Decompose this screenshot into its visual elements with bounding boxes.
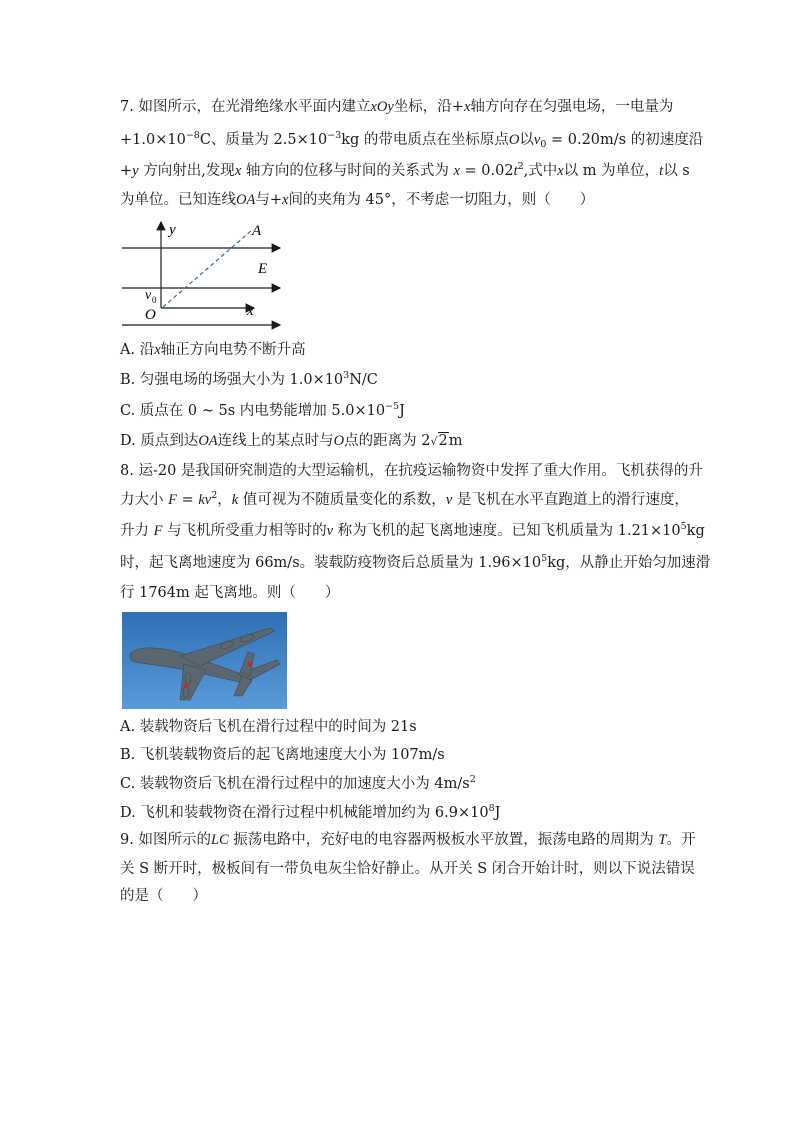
q7-line-4: 为单位。已知连线OA与+x间的夹角为 45°，不考虑一切阻力，则（ ） xyxy=(120,192,595,208)
q8-option-d[interactable]: D. 飞机和装载物资在滑行过程中机械能增加约为 $6.9\times 10^8J$ xyxy=(120,803,501,821)
oa-dashed-line xyxy=(163,230,252,307)
q9-line-2: 关 S 断开时，极板间有一带负电灰尘恰好静止。从开关 S 闭合开始计时，则以下说法错误 xyxy=(120,861,695,877)
y-axis-label: y xyxy=(169,222,176,238)
q7-line-2: $+1.0\times 10^{-8}C$、质量为 $2.5\times 10^{-3}kg$ 的带电质点在坐标原点O以$v_0 = 0.20m/s$ 的初速度沿 xyxy=(120,130,704,150)
point-a-label: A xyxy=(252,223,262,239)
q8-line-1: 8. 运-20 是我国研究制造的大型运输机，在抗疫运输物资中发挥了重大作用。飞机获得的升 xyxy=(120,463,703,479)
q8-option-a[interactable]: A. 装载物资后飞机在滑行过程中的时间为 21s xyxy=(120,719,417,735)
q8-line-5: 行 1764m 起飞离地。则（ ） xyxy=(120,585,340,601)
q8-line-4: 时，起飞离地速度为 66m/s。装载防疫物资后总质量为 $1.96\times 10^5kg$，从静止开始匀加速滑 xyxy=(120,553,711,571)
q7-line-3: +y 方向射出,发现x 轴方向的位移与时间的关系式为 $x = 0.02t^2$,式中x以 m 为单位，t以 s xyxy=(120,161,690,179)
q7-option-d[interactable]: D. 质点到达OA连线上的某点时与O点的距离为 2√2m xyxy=(120,433,463,449)
field-e-label: E xyxy=(258,261,268,277)
y20-aircraft-photo xyxy=(122,612,287,709)
q8-line-2: 力大小 $F = kv^2$，k 值可视为不随质量变化的系数，v 是飞机在水平直跑道上的滑行速度， xyxy=(120,490,689,508)
q7-field-diagram xyxy=(118,218,288,330)
red-star-insignia xyxy=(184,684,188,688)
v0-label: v xyxy=(145,288,152,303)
v0-subscript: 0 xyxy=(152,295,157,305)
q7-option-a[interactable]: A. 沿x轴正方向电势不断升高 xyxy=(120,342,306,358)
q7-option-b[interactable]: B. 匀强电场的场强大小为 $1.0\times 10^3N/C$ xyxy=(120,370,378,388)
red-star-insignia xyxy=(248,662,253,667)
q8-line-3: 升力 F 与飞机所受重力相等时的v 称为飞机的起飞离地速度。已知飞机质量为 $1.21\times 10^5kg$ xyxy=(120,521,705,539)
q9-line-1: 9. 如图所示的LC 振荡电路中，充好电的电容器两极板水平放置，振荡电路的周期为 T。开 xyxy=(120,832,696,848)
q9-line-3: 的是（ ） xyxy=(120,888,207,904)
q8-option-c[interactable]: C. 装载物资后飞机在滑行过程中的加速度大小为 $4m/s^2$ xyxy=(120,774,476,792)
q8-option-b[interactable]: B. 飞机装载物资后的起飞离地速度大小为 107m/s xyxy=(120,747,445,763)
q7-option-c[interactable]: C. 质点在 0 ~ 5s 内电势能增加 $5.0\times 10^{-5}J$ xyxy=(120,401,405,419)
origin-o-label: O xyxy=(145,307,156,323)
x-axis-label: x xyxy=(247,303,254,319)
q7-line-1: 7. 如图所示，在光滑绝缘水平面内建立xOy坐标，沿+x轴方向存在匀强电场，一电量为 xyxy=(120,99,674,115)
